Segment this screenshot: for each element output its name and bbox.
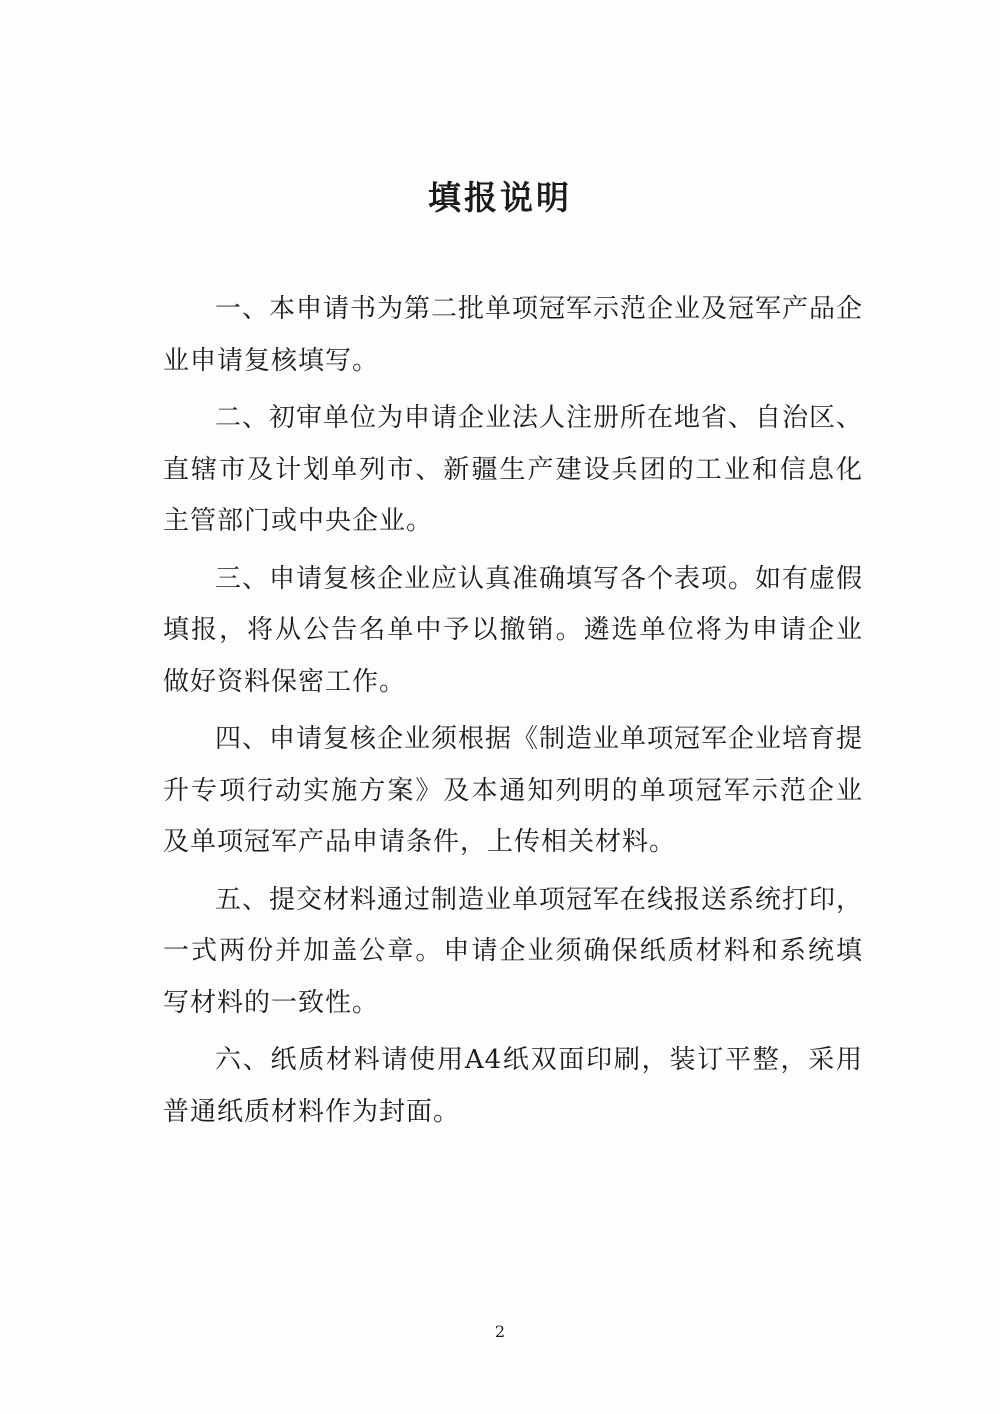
- instruction-paragraph-4: 四、申请复核企业须根据《制造业单项冠军企业培育提升专项行动实施方案》及本通知列明的单项冠军示范企业及单项冠军产品申请条件，上传相关材料。: [163, 724, 864, 857]
- document-title: 填报说明: [428, 178, 572, 217]
- instruction-paragraph-3: 三、申请复核企业应认真准确填写各个表项。如有虚假填报，将从公告名单中予以撤销。遴选单位将为申请企业做好资料保密工作。: [163, 563, 864, 697]
- instruction-paragraph-6: 六、纸质材料请使用A4纸双面印刷，装订平整，采用普通纸质材料作为封面。: [163, 1045, 863, 1127]
- instruction-paragraph-2: 二、初审单位为申请企业法人注册所在地省、自治区、直辖市及计划单列市、新疆生产建设兵团的工业和信息化主管部门或中央企业。: [163, 403, 864, 536]
- page-number: 2: [494, 1322, 506, 1341]
- instruction-paragraph-1: 一、本申请书为第二批单项冠军示范企业及冠军产品企业申请复核填写。: [163, 294, 864, 376]
- instruction-paragraph-5: 五、提交材料通过制造业单项冠军在线报送系统打印，一式两份并加盖公章。申请企业须确保纸质材料和系统填写材料的一致性。: [163, 884, 864, 1018]
- instructions-body: [163, 284, 863, 1144]
